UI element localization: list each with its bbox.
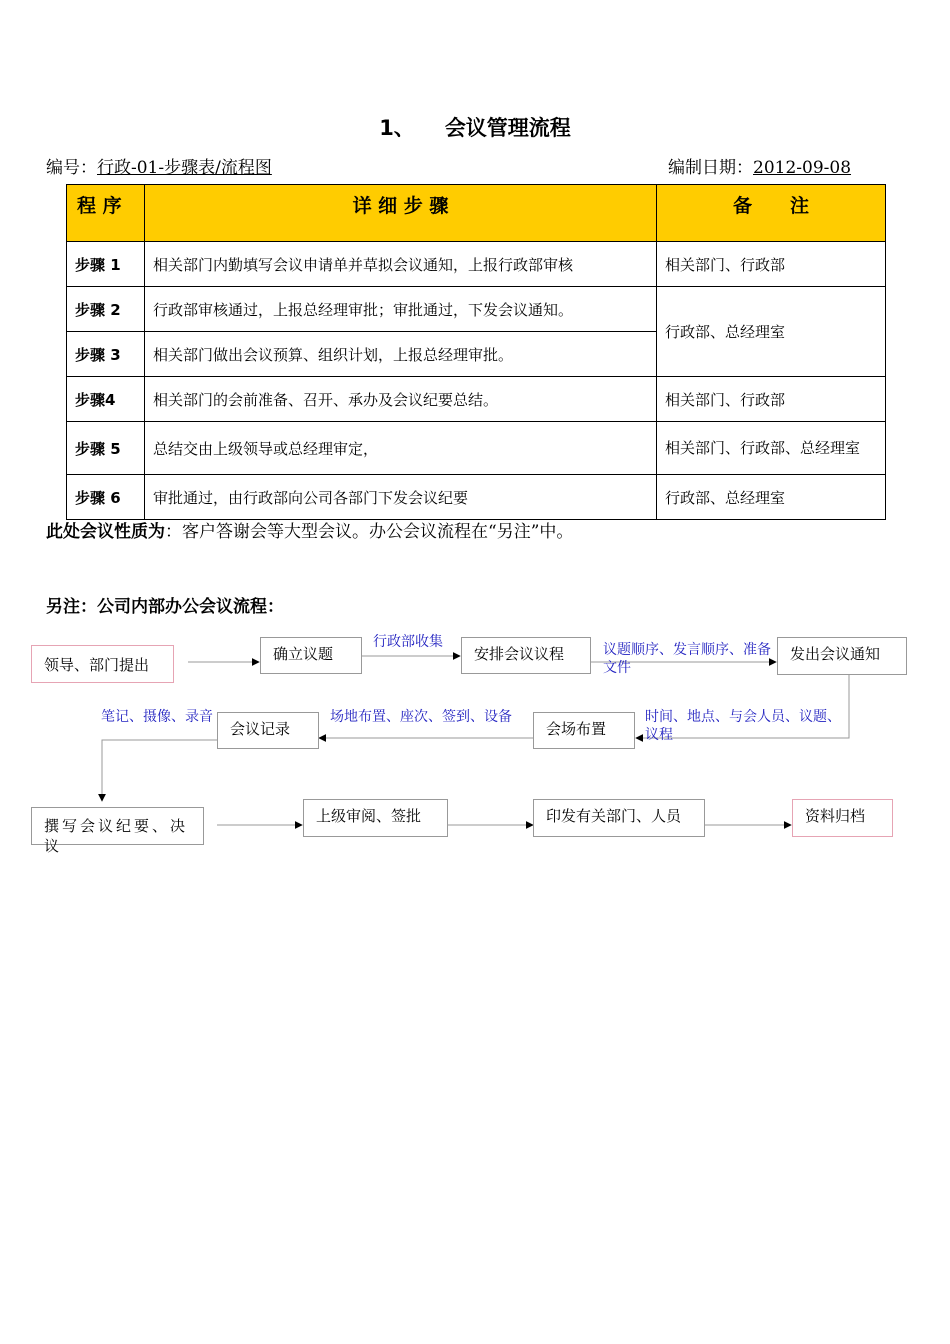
meeting-nature-text: ：客户答谢会等大型会议。办公会议流程在“另注”中。 — [165, 522, 574, 542]
detail-cell: 审批通过，由行政部向公司各部门下发会议纪要 — [145, 475, 657, 520]
flow-box-notice: 发出会议通知 — [777, 637, 907, 675]
flow-box-distribute: 印发有关部门、人员 — [533, 799, 705, 837]
title-number: 1、 — [379, 116, 415, 140]
note-cell: 相关部门、行政部 — [657, 377, 886, 422]
flow-box-minutes: 撰写会议纪要、决议 — [31, 807, 204, 845]
header-detail: 详 细 步 骤 — [145, 185, 657, 242]
detail-cell: 相关部门内勤填写会议申请单并草拟会议通知，上报行政部审核 — [145, 242, 657, 287]
flow-box-archive: 资料归档 — [792, 799, 893, 837]
note-cell: 行政部、总经理室 — [657, 475, 886, 520]
flow-box-review: 上级审阅、签批 — [303, 799, 448, 837]
header-procedure: 程 序 — [67, 185, 145, 242]
doc-code-label: 编号： — [46, 158, 97, 178]
meeting-nature-label: 此处会议性质为 — [46, 522, 165, 542]
doc-code-value: 行政-01-步骤表/流程图 — [97, 158, 272, 178]
detail-cell: 行政部审核通过，上报总经理审批；审批通过，下发会议通知。 — [145, 287, 657, 332]
note-cell: 相关部门、行政部 — [657, 242, 886, 287]
arrow-b6-b7 — [102, 740, 217, 801]
step-cell: 步骤 3 — [67, 332, 145, 377]
flow-label-seating: 场地布置、座次、签到、设备 — [330, 709, 512, 725]
flow-heading: 另注：公司内部办公会议流程： — [46, 597, 284, 617]
flow-box-venue: 会场布置 — [533, 712, 635, 749]
header-note: 备 注 — [657, 185, 886, 242]
flow-label-notes: 笔记、摄像、录音 — [101, 709, 213, 725]
flow-box-proposal: 领导、部门提出 — [31, 645, 174, 683]
note-cell: 相关部门、行政部、总经理室 — [657, 422, 886, 475]
flow-box-topic: 确立议题 — [260, 637, 362, 674]
flow-label-collect: 行政部收集 — [373, 634, 443, 650]
step-cell: 步骤 2 — [67, 287, 145, 332]
flow-box-record: 会议记录 — [217, 712, 319, 749]
flow-label-order: 议题顺序、发言顺序、准备文件 — [603, 642, 771, 676]
step-cell: 步骤4 — [67, 377, 145, 422]
title-text: 会议管理流程 — [444, 116, 571, 140]
detail-cell: 相关部门的会前准备、召开、承办及会议纪要总结。 — [145, 377, 657, 422]
detail-cell: 总结交由上级领导或总经理审定， — [145, 422, 657, 475]
step-cell: 步骤 5 — [67, 422, 145, 475]
flow-label-time-place: 时间、地点、与会人员、议题、议程 — [645, 709, 841, 743]
note-cell: 行政部、总经理室 — [657, 287, 886, 377]
doc-date-value: 2012-09-08 — [753, 158, 852, 178]
flow-box-agenda: 安排会议议程 — [461, 637, 591, 674]
step-cell: 步骤 1 — [67, 242, 145, 287]
detail-cell: 相关部门做出会议预算、组织计划，上报总经理审批。 — [145, 332, 657, 377]
step-cell: 步骤 6 — [67, 475, 145, 520]
doc-date-label: 编制日期： — [668, 158, 753, 178]
